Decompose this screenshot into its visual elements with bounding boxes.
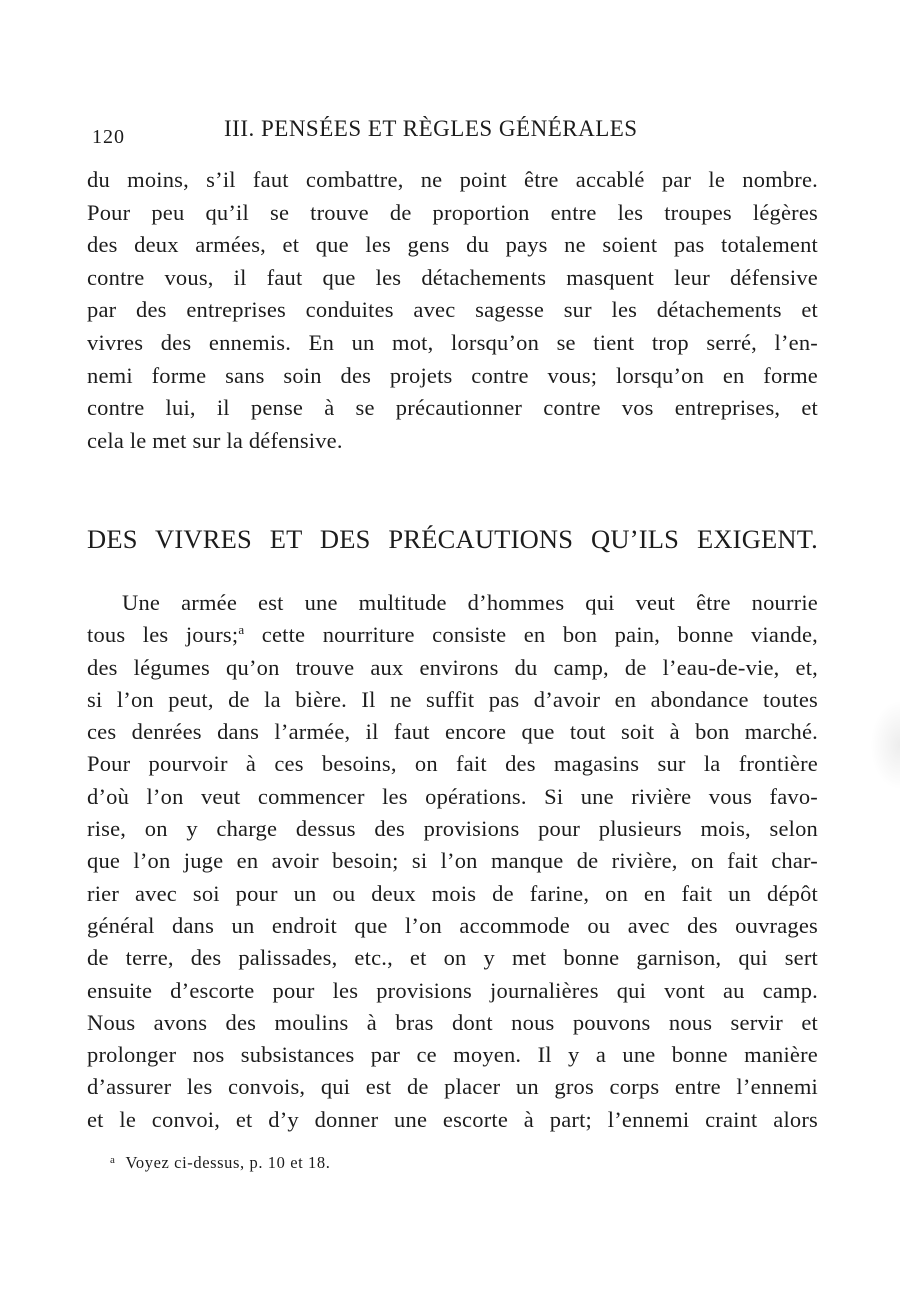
text-line: du moins, s’il faut combattre, ne point être accablé par le nombre. bbox=[87, 167, 818, 192]
page-edge-shadow bbox=[870, 700, 900, 790]
line-text: tous les jours; bbox=[87, 622, 239, 648]
text-line: rise, on y charge dessus des provisions pour plusieurs mois, selon bbox=[87, 816, 818, 842]
text-line: vivres des ennemis. En un mot, lorsqu’on se tient trop serré, l’en- bbox=[87, 329, 818, 355]
text-line: Une armée est une multitude d’hommes qui veut être nourrie bbox=[122, 590, 818, 615]
footnote-reference: a bbox=[238, 622, 245, 638]
text-line: d’assurer les convois, qui est de placer un gros corps entre l’ennemi bbox=[87, 1074, 818, 1100]
text-line: contre vous, il faut que les détachements masquent leur défensive bbox=[87, 264, 818, 290]
text-line: général dans un endroit que l’on accommode ou avec des ouvrages bbox=[87, 912, 818, 938]
text-line: nemi forme sans soin des projets contre vous; lorsqu’on en forme bbox=[87, 362, 818, 388]
text-line: cela le met sur la défensive. bbox=[87, 427, 343, 453]
text-line: d’où l’on veut commencer les opérations. Si une rivière vous favo- bbox=[87, 783, 818, 809]
text-line: des légumes qu’on trouve aux environs du camp, de l’eau-de-vie, et, bbox=[87, 654, 818, 680]
footnote-text: Voyez ci-dessus, p. 10 et 18. bbox=[125, 1153, 331, 1172]
line-text: cette nourriture consiste en bon pain, bonne viande, bbox=[244, 622, 818, 648]
paragraph-1 bbox=[87, 164, 818, 457]
text-line: que l’on juge en avoir besoin; si l’on manque de rivière, on fait char- bbox=[87, 848, 818, 874]
text-line: par des entreprises conduites avec sagesse sur les détachements et bbox=[87, 297, 818, 323]
footnote-marker: a bbox=[110, 1154, 116, 1166]
text-line bbox=[87, 619, 818, 651]
text-line: Pour pourvoir à ces besoins, on fait des magasins sur la frontière bbox=[87, 751, 818, 777]
chapter-title: DES VIVRES ET DES PRÉCAUTIONS QU’ILS EXIGENT. bbox=[87, 524, 818, 554]
text-line: contre lui, il pense à se précautionner contre vos entreprises, et bbox=[87, 395, 818, 421]
text-line: des deux armées, et que les gens du pays ne soient pas totalement bbox=[87, 232, 818, 258]
footnote bbox=[110, 1153, 330, 1173]
text-line: prolonger nos subsistances par ce moyen. Il y a une bonne manière bbox=[87, 1042, 818, 1068]
text-line: et le convoi, et d’y donner une escorte à part; l’ennemi craint alors bbox=[87, 1106, 818, 1132]
text-line: rier avec soi pour un ou deux mois de farine, on en fait un dépôt bbox=[87, 880, 818, 906]
running-head bbox=[88, 116, 818, 146]
text-line: de terre, des palissades, etc., et on y met bonne garnison, qui sert bbox=[87, 945, 818, 971]
text-line: si l’on peut, de la bière. Il ne suffit pas d’avoir en abondance toutes bbox=[87, 686, 818, 712]
text-line: ces denrées dans l’armée, il faut encore que tout soit à bon marché. bbox=[87, 719, 818, 745]
text-line: Nous avons des moulins à bras dont nous pouvons nous servir et bbox=[87, 1009, 818, 1035]
paragraph-2 bbox=[87, 587, 818, 1136]
text-line: ensuite d’escorte pour les provisions journalières qui vont au camp. bbox=[87, 977, 818, 1003]
page-number: 120 bbox=[92, 126, 125, 148]
text-line: Pour peu qu’il se trouve de proportion entre les troupes légères bbox=[87, 199, 818, 225]
section-title: III. PENSÉES ET RÈGLES GÉNÉRALES bbox=[224, 116, 638, 141]
